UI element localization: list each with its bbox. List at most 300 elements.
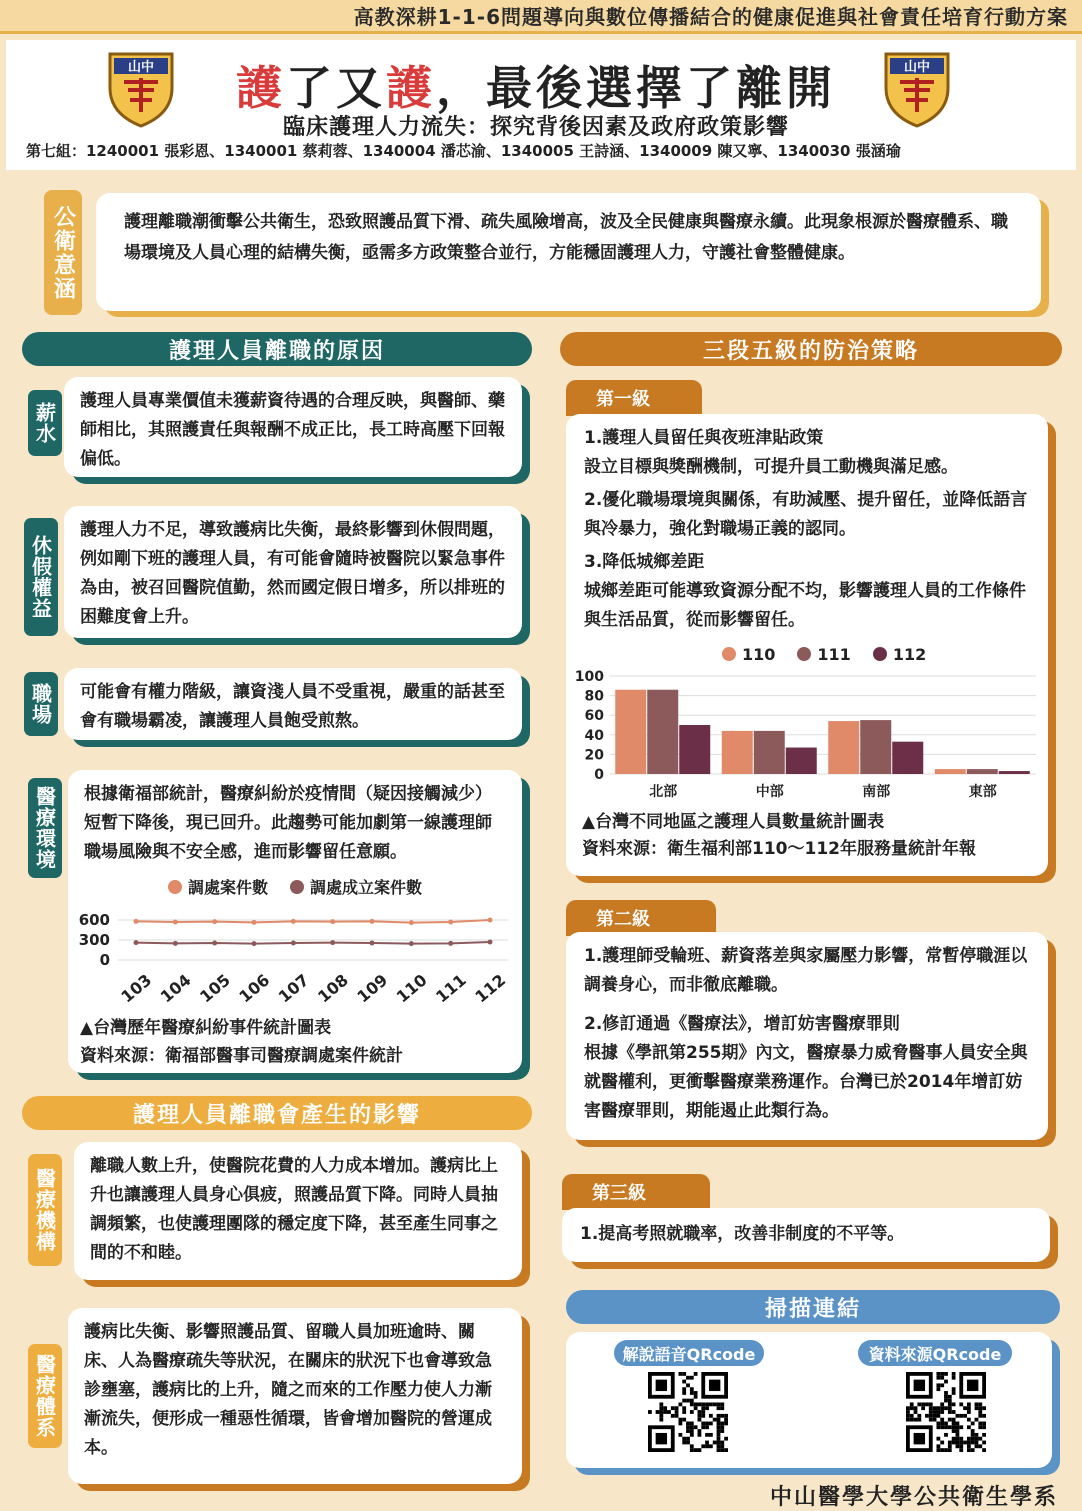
bar [999,771,1030,774]
level1-item1-text: 設立目標與獎酬機制，可提升員工動機與滿足感。 [584,457,958,477]
legend-label-110: 110 [742,645,776,664]
legend-item-cases [168,873,268,902]
qr-module [944,1372,948,1376]
qr-module [952,1391,956,1395]
qr-module [917,1418,921,1422]
legend-label-111: 111 [817,645,851,664]
qr-module [682,1372,686,1376]
qr-module [698,1418,702,1422]
level1-card [566,414,1048,876]
level1-tab: 第一級 [566,380,702,416]
qr-module [936,1414,940,1418]
title-part1: 護 [236,61,286,115]
qr-module [910,1418,914,1422]
qr-module [975,1437,979,1441]
qr-module [967,1402,971,1406]
qr-module [663,1406,667,1410]
qr-module [975,1406,979,1410]
bar-ytick-label: 0 [594,767,604,783]
tab-environment [28,778,62,878]
qr-module [709,1414,713,1418]
qr-module [709,1402,713,1406]
qr-module [701,1444,705,1448]
qr-module [686,1441,690,1445]
qr-module [971,1429,975,1433]
qr-module [694,1402,698,1406]
level2-card [566,932,1048,1140]
data-point [252,920,257,925]
qr-module [936,1383,940,1387]
qr-module [948,1441,952,1445]
qr-module [944,1448,948,1452]
level1-item1-title: 1.護理人員留任與夜班津貼政策 [584,428,824,448]
data-point [370,941,375,946]
qr-module [956,1414,960,1418]
qr-module [982,1448,986,1452]
qr-module [917,1414,921,1418]
top-banner [0,0,1082,34]
qr-module [678,1402,682,1406]
line-xtick-label: 109 [353,970,392,1007]
qr-module [948,1425,952,1429]
qr-module [682,1437,686,1441]
qr-module [720,1402,724,1406]
qr-module [963,1441,967,1445]
qr-module [690,1410,694,1414]
qr-module [701,1402,705,1406]
qr-module [978,1425,982,1429]
qr-module [724,1422,728,1426]
bar-xtick-label: 南部 [862,784,891,800]
line-xtick-label: 107 [274,970,313,1007]
qr-module [682,1406,686,1410]
qr-module [675,1414,679,1418]
qr-module [705,1441,709,1445]
line-ytick-label: 300 [78,931,110,949]
qr-module [910,1414,914,1418]
qr-module [717,1425,721,1429]
qr-module [698,1410,702,1414]
tab-system [28,1344,62,1448]
public-health-tab [44,190,82,315]
qr-module [686,1429,690,1433]
qr-module [940,1448,944,1452]
qr-module [717,1448,721,1452]
level2-tab: 第二級 [566,900,716,936]
qr-module [690,1387,694,1391]
qr-module [956,1429,960,1433]
qr-module [959,1444,963,1448]
qr-module [701,1410,705,1414]
qr-module [948,1395,952,1399]
qr-module [952,1441,956,1445]
qr-module [982,1406,986,1410]
qr-module [724,1437,728,1441]
qr-module [963,1406,967,1410]
data-point [448,920,453,925]
qr-module [975,1441,979,1445]
tab-workplace-label: 職場 [28,683,53,725]
legend-item-111 [797,640,850,669]
qr2-label: 資料來源QRcode [858,1340,1012,1366]
logo-text-right: 山中 [903,60,931,75]
school-logo-right [882,48,952,128]
line-xtick-label: 105 [196,970,234,1007]
qr-module [936,1410,940,1414]
qr-module [952,1429,956,1433]
qr-finder-core [656,1380,667,1391]
qr-module [967,1441,971,1445]
qr-module [678,1418,682,1422]
line-xtick-label: 111 [432,970,470,1007]
qr-module [713,1418,717,1422]
qr-module [944,1433,948,1437]
qr-module [944,1395,948,1399]
qr-module [929,1410,933,1414]
level1-item2-title: 2.優化職場環境與關係，有助減壓、提升留任，並降低語言與冷暴力，強化對職場正義的認同。 [584,490,1028,539]
poster-header [6,40,1076,170]
qr-finder-core [967,1380,978,1391]
qr-module [936,1425,940,1429]
data-point [252,941,257,946]
qr-module [686,1422,690,1426]
qr-module [948,1418,952,1422]
qr-module [717,1422,721,1426]
qr-module [698,1429,702,1433]
qr-module [956,1437,960,1441]
bar [722,731,753,774]
qr-module [933,1410,937,1414]
qr-module [940,1376,944,1380]
qr-module [717,1414,721,1418]
causes-header: 護理人員離職的原因 [22,332,532,366]
qr-module [940,1410,944,1414]
qr-module [940,1372,944,1376]
qr-module [690,1391,694,1395]
qr-module [690,1422,694,1426]
scan-header: 掃描連結 [566,1290,1060,1324]
qr-module [948,1410,952,1414]
qr-module [933,1418,937,1422]
legend-label-established: 調處成立案件數 [310,878,423,897]
qr1-label: 解說語音QRcode [614,1340,764,1366]
tab-leave-label: 休假權益 [28,535,53,619]
bar-ytick-label: 80 [584,688,604,705]
level2-item1: 1.護理師受輪班、薪資落差與家屬壓力影響，常暫停職涯以調養身心，而非徹底離職。 [584,946,1028,995]
region-chart-legend [722,640,926,669]
qr-module [724,1448,728,1452]
bar-ytick-label: 40 [584,727,604,744]
qr-module [690,1425,694,1429]
legend-item-110 [722,640,775,669]
qr-module [944,1422,948,1426]
qr-module [952,1372,956,1376]
legend-dot-112 [873,647,887,661]
qr-module [971,1448,975,1452]
qr-module [709,1433,713,1437]
qr-module [686,1376,690,1380]
qr-finder-core [656,1433,667,1444]
qr-module [690,1444,694,1448]
bar [892,742,923,774]
data-point [173,920,178,925]
data-point [330,940,335,945]
qr-module [914,1410,918,1414]
qr-module [940,1441,944,1445]
qr-module [925,1402,929,1406]
bar [647,690,678,774]
qr-module [671,1414,675,1418]
qr-module [959,1425,963,1429]
qr-module [952,1387,956,1391]
cause-environment-card [68,770,522,1073]
qr-module [720,1448,724,1452]
qr-module [724,1418,728,1422]
qr-module [967,1418,971,1422]
dispute-chart-source: 資料來源：衛福部醫事司醫療調處案件統計 [80,1046,403,1066]
tab-salary-label: 薪水 [32,402,57,444]
qr-module [929,1406,933,1410]
qr-module [720,1425,724,1429]
qr-module [690,1376,694,1380]
qr-module [971,1437,975,1441]
qr-module [682,1391,686,1395]
bar-xtick-label: 中部 [755,784,784,800]
legend-dot-111 [797,647,811,661]
qr-module [701,1422,705,1426]
qr-module [967,1410,971,1414]
qr-module [963,1414,967,1418]
qr-module [921,1406,925,1410]
qr-module [978,1402,982,1406]
dispute-chart-legend [168,873,422,902]
region-chart-source: 資料來源：衛生福利部110～112年服務量統計年報 [582,839,976,859]
logo-text-left: 山中 [127,60,155,75]
qr-module [910,1402,914,1406]
qr-module [717,1429,721,1433]
qr-module [717,1441,721,1445]
qr-module [914,1406,918,1410]
qr-module [717,1444,721,1448]
qr-module [959,1414,963,1418]
qr-code-audio[interactable] [648,1372,728,1452]
cause-workplace-card: 可能會有權力階級，讓資淺人員不受重視，嚴重的話甚至會有職場霸凌，讓護理人員飽受煎熬。 [64,668,522,740]
qr-module [978,1410,982,1414]
series-line [136,942,490,944]
qr-module [705,1433,709,1437]
line-xtick-label: 104 [156,970,195,1007]
qr-module [982,1422,986,1426]
qr-module [701,1425,705,1429]
qr-module [717,1437,721,1441]
qr-module [975,1402,979,1406]
qr-module [956,1444,960,1448]
impact-institution-card: 離職人數上升，使醫院花費的人力成本增加。護病比上升也讓護理人員身心俱疲，照護品質下降。同時人員抽調頻繁，也使護理團隊的穩定度下降，甚至產生同事之間的不和睦。 [74,1142,522,1280]
level1-item3-text: 城鄉差距可能導致資源分配不均，影響護理人員的工作條件與生活品質，從而影響留任。 [584,581,1026,630]
qr-module [952,1418,956,1422]
tab-environment-label: 醫療環境 [32,786,57,870]
qr-module [929,1402,933,1406]
qr-module [910,1406,914,1410]
data-point [488,918,493,923]
qr-module [701,1406,705,1410]
qr-module [690,1433,694,1437]
qr-module [982,1433,986,1437]
qr-module [925,1414,929,1418]
tab-institution-label: 醫療機構 [32,1168,57,1252]
data-point [370,919,375,924]
qr-module [705,1425,709,1429]
qr-module [659,1418,663,1422]
qr-module [698,1448,702,1452]
qr-module [720,1422,724,1426]
qr-module [982,1425,986,1429]
qr-module [940,1418,944,1422]
data-point [409,941,414,946]
level3-tab: 第三級 [562,1174,710,1210]
data-point [409,920,414,925]
level3-card: 1.提高考照就職率，改善非制度的不平等。 [562,1208,1050,1262]
cause-salary-card: 護理人員專業價值未獲薪資待遇的合理反映，與醫師、藥師相比，其照護責任與報酬不成正比，長工時高壓下回報偏低。 [64,377,522,477]
qr-module [720,1406,724,1410]
qr-module [698,1414,702,1418]
qr-module [948,1444,952,1448]
line-xtick-label: 103 [117,970,156,1007]
strategy-header: 三段五級的防治策略 [560,332,1062,366]
bar [828,721,859,774]
qr-module [959,1441,963,1445]
line-ytick-label: 600 [78,911,110,929]
qr-module [936,1406,940,1410]
qr-module [686,1425,690,1429]
bar-ytick-label: 20 [584,747,604,764]
tab-leave [24,518,58,636]
qr-module [686,1399,690,1403]
bar [935,769,966,774]
data-point [330,919,335,924]
qr-module [948,1448,952,1452]
public-health-card: 護理離職潮衝擊公共衛生，恐致照護品質下滑、疏失風險增高，波及全民健康與醫療永續。此現象根源於醫療體系、職場環境及人員心理的結構失衡，亟需多方政策整合並行，方能穩固護理人力，守護社會整體健康。 [96,193,1041,311]
qr-module [971,1422,975,1426]
qr-module [952,1422,956,1426]
qr-module [978,1444,982,1448]
qr-module [940,1402,944,1406]
qr-module [956,1441,960,1445]
line-ytick-label: 0 [99,951,110,969]
data-point [291,941,296,946]
qr-module [948,1406,952,1410]
legend-label-112: 112 [892,645,927,664]
qr-module [956,1425,960,1429]
qr-module [914,1418,918,1422]
data-point [212,941,217,946]
qr-module [906,1406,910,1410]
qr-module [917,1402,921,1406]
qr-module [929,1418,933,1422]
qr-module [694,1406,698,1410]
qr-module [667,1410,671,1414]
qr-module [956,1433,960,1437]
qr-module [701,1414,705,1418]
qr-module [663,1410,667,1414]
dispute-line-chart [68,910,522,1010]
qr-module [720,1429,724,1433]
qr-module [975,1444,979,1448]
qr-module [678,1422,682,1426]
impacts-header: 護理人員離職會產生的影響 [22,1096,532,1130]
qr-module [698,1433,702,1437]
qr-module [936,1448,940,1452]
qr-code-source[interactable] [906,1372,986,1452]
bar-ytick-label: 100 [574,670,604,685]
qr-module [682,1441,686,1445]
qr-module [959,1437,963,1441]
qr-module [690,1429,694,1433]
qr-module [678,1433,682,1437]
qr-module [956,1422,960,1426]
qr-module [921,1402,925,1406]
qr-module [686,1437,690,1441]
qr-module [713,1441,717,1445]
qr-module [705,1422,709,1426]
bar-ytick-label: 60 [584,708,604,725]
qr-finder-core [709,1380,720,1391]
bar [754,731,785,774]
region-bar-chart [566,670,1048,810]
qr-module [690,1448,694,1452]
qr-module [675,1406,679,1410]
data-point [212,919,217,924]
qr-module [717,1418,721,1422]
tab-workplace [24,672,58,736]
qr-module [948,1402,952,1406]
bar [860,720,891,774]
qr-module [659,1402,663,1406]
bar [679,725,710,774]
qr-module [694,1395,698,1399]
qr-finder-core [914,1380,925,1391]
qr-module [682,1387,686,1391]
title-part2: 了又 [286,61,386,115]
tab-salary [28,390,62,456]
qr-module [717,1402,721,1406]
data-point [134,940,139,945]
qr-module [959,1402,963,1406]
qr-module [678,1372,682,1376]
qr-module [682,1380,686,1384]
qr-module [975,1418,979,1422]
qr-module [971,1441,975,1445]
qr-module [940,1383,944,1387]
qr-module [698,1402,702,1406]
qr-module [940,1425,944,1429]
qr-module [952,1437,956,1441]
qr-module [975,1433,979,1437]
legend-label-cases: 調處案件數 [188,878,269,897]
qr-module [686,1383,690,1387]
qr-module [967,1425,971,1429]
qr-module [944,1391,948,1395]
tab-institution [28,1154,62,1266]
qr-module [671,1406,675,1410]
qr-module [656,1410,660,1414]
qr-module [694,1372,698,1376]
qr-module [705,1444,709,1448]
qr-module [971,1433,975,1437]
bar [615,690,646,774]
qr-module [705,1402,709,1406]
qr-module [933,1406,937,1410]
